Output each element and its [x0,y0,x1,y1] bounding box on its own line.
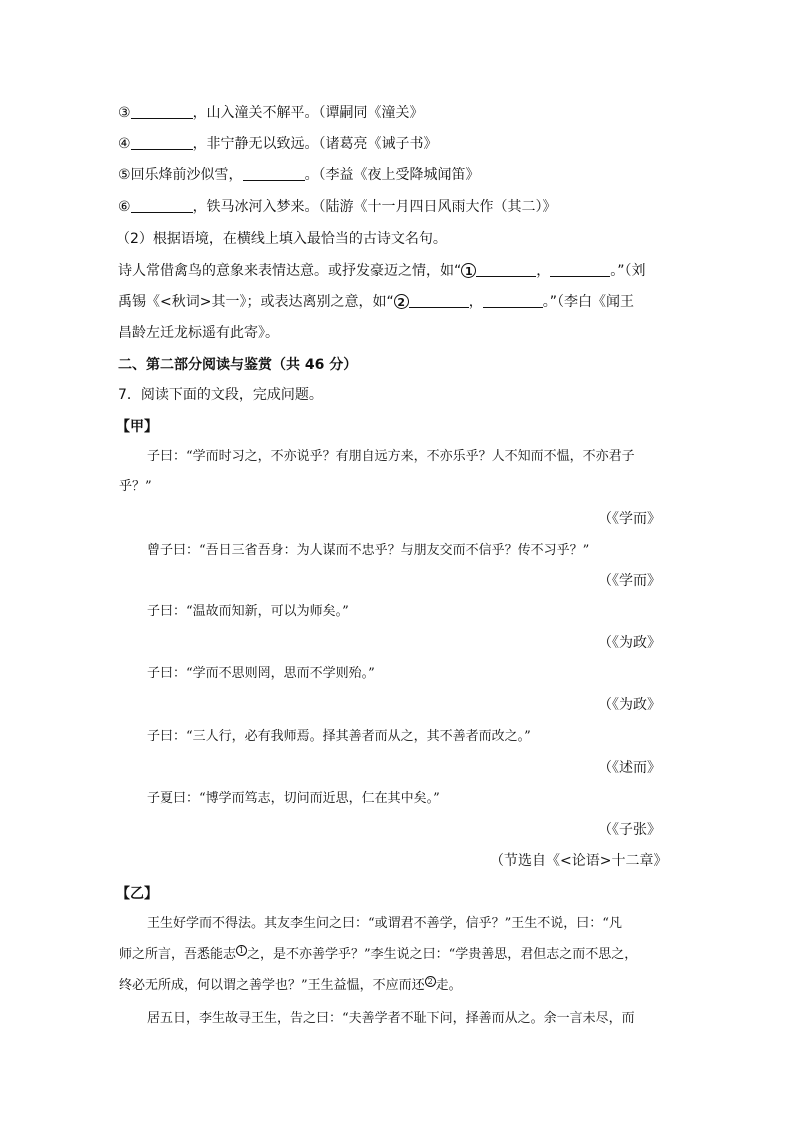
answer-blank-q2-2b[interactable] [483,293,543,308]
question-4 [118,134,438,154]
question-2-line-1 [118,261,646,281]
question-5 [118,165,480,185]
yi-line-3-b: 走。 [435,978,462,993]
footnote-marker-2: 2 [425,976,436,987]
answer-blank-6[interactable] [131,198,193,213]
question-5-text-b: 。（李益《夜上受降城闻笛》 [304,167,480,183]
question-3-text: ，山入潼关不解平。（谭嗣同《潼关》 [192,105,424,121]
yi-line-4: 居五日，李生故寻王生，告之曰：“夫善学者不耻下问，择善而从之。余一言未尽，而 [147,1011,635,1026]
question-4-number: ④ [118,136,131,152]
question-5-number: ⑤ [118,167,131,183]
question-5-text-a: 回乐烽前沙似雪， [130,167,243,183]
jia-passage-5: 子曰：“三人行，必有我师焉。择其善者而从之，其不善者而改之。” [147,729,531,744]
yi-line-2-b: 之，是不亦善学乎？”李生说之曰：“学贵善思，君但志之而不思之， [247,947,638,962]
question-6-text: ，铁马冰河入梦来。（陆游《十一月四日风雨大作（其二）》 [192,199,557,215]
circled-number-1: 1 [461,263,476,278]
q2-line2-text-b: 。”（李白《闻王 [542,294,634,310]
yi-line-2 [119,945,637,965]
jia-source-5: （《述而》 [598,760,661,776]
q2-line1-text-a: 诗人常借禽鸟的意象来表情达意。或抒发豪迈之情，如“ [118,263,462,279]
section-heading: 二、第二部分阅读与鉴赏（共 46 分） [118,357,358,373]
footnote-marker-1: 1 [236,945,247,956]
passage-jia-label: 【甲】 [116,419,158,435]
q2-line1-sep: ， [536,263,551,279]
question-6-number: ⑥ [118,199,131,215]
question-7-prompt: 7．阅读下面的文段，完成问题。 [118,387,323,403]
jia-passage-1: 子曰：“学而时习之，不亦说乎？有朋自远方来，不亦乐乎？人不知而不愠，不亦君子 [147,449,635,464]
answer-blank-q2-1b[interactable] [550,262,610,277]
question-6 [118,197,557,217]
yi-line-1: 王生好学而不得法。其友李生问之曰：“或谓君不善学，信乎？”王生不说，曰：“凡 [147,916,622,931]
answer-blank-5[interactable] [243,166,305,181]
jia-overall-source: （节选自《<论语>十二章》 [490,853,668,869]
jia-passage-1-cont: 乎？” [119,479,152,494]
jia-source-6: （《子张》 [598,822,661,838]
jia-passage-2: 曾子曰：“吾日三省吾身：为人谋而不忠乎？与朋友交而不信乎？传不习乎？” [147,543,590,558]
question-3 [118,103,424,123]
question-2-title: （2）根据语境，在横线上填入最恰当的古诗文名句。 [116,231,447,247]
circled-number-2: 2 [394,294,409,309]
question-3-number: ③ [118,105,131,121]
jia-source-2: （《学而》 [598,573,661,589]
yi-line-3-a: 终必无所成，何以谓之善学也？”王生益愠，不应而还 [119,978,425,993]
answer-blank-q2-2a[interactable] [409,293,469,308]
q2-line2-sep: ， [468,294,483,310]
jia-source-3: （《为政》 [598,635,661,651]
q2-line2-text-a: 禹锡《<秋词>其一》；或表达离别之意，如“ [118,294,394,310]
jia-source-4: （《为政》 [598,697,661,713]
q2-line1-text-b: 。”（刘 [610,263,646,279]
passage-yi-label: 【乙】 [116,886,158,902]
yi-line-2-a: 师之所言，吾悉能志 [119,947,237,962]
yi-line-3 [119,976,462,996]
question-4-text: ，非宁静无以致远。（诸葛亮《诫子书》 [192,136,438,152]
answer-blank-4[interactable] [131,135,193,150]
jia-source-1: （《学而》 [598,511,661,527]
question-2-line-2 [118,292,634,312]
answer-blank-q2-1a[interactable] [476,262,536,277]
jia-passage-6: 子夏曰：“博学而笃志，切问而近思，仁在其中矣。” [147,791,440,806]
answer-blank-3[interactable] [131,104,193,119]
jia-passage-4: 子曰：“学而不思则罔，思而不学则殆。” [147,666,375,681]
jia-passage-3: 子曰：“温故而知新，可以为师矣。” [147,604,349,619]
question-2-line-3: 昌龄左迁龙标遥有此寄》。 [118,325,279,341]
